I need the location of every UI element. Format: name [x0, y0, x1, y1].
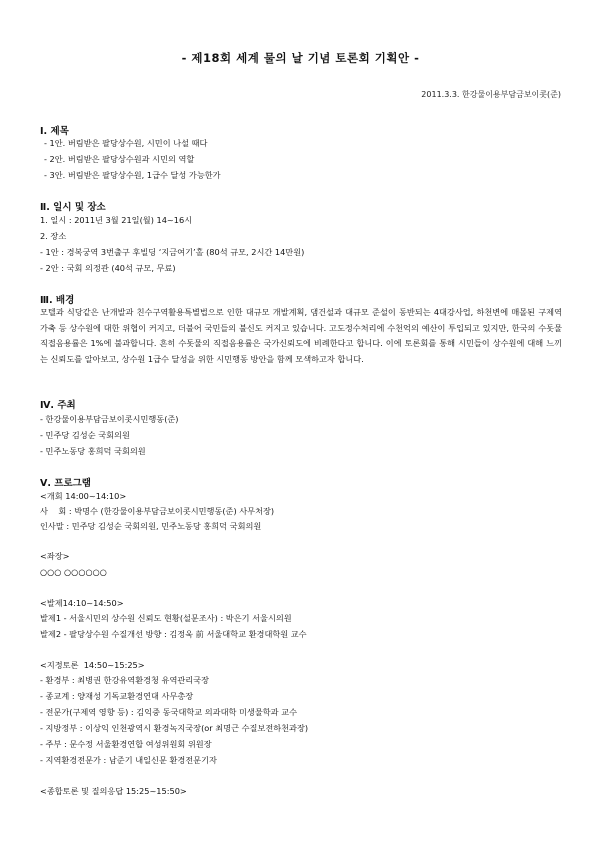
- chair-name: ○○○ ○○○○○○: [40, 567, 107, 577]
- date-line: 2011.3.3. 한강물이용부담금보이콧(준): [421, 90, 561, 99]
- section-4-heading: Ⅳ. 주최: [40, 400, 76, 411]
- discussant-4: - 지방정부 : 이상익 인천광역시 환경녹지국장(or 최명근 수질보전하천과장): [40, 723, 309, 733]
- opening-moderator: 사 회 : 박명수 (한강물이용부담금보이콧시민행동(준) 사무처장): [40, 506, 275, 516]
- host-2: - 민주당 김성순 국회의원: [40, 430, 130, 440]
- opening-label: <개회 14:00~14:10>: [40, 491, 127, 501]
- opening-greeting: 인사말 : 민주당 김성순 국회의원, 민주노동당 홍희덕 국회의원: [40, 521, 262, 531]
- title-option-2: - 2안. 버림받은 팔당상수원과 시민의 역할: [44, 154, 195, 164]
- host-1: - 한강물이용부담금보이콧시민행동(준): [40, 414, 179, 424]
- discussant-5: - 주부 : 문수정 서울환경연합 여성위원회 위원장: [40, 739, 212, 749]
- presentation-label: <발제14:10~14:50>: [40, 598, 124, 608]
- document-title: - 제18회 세계 물의 날 기념 토론회 기획안 -: [181, 51, 420, 65]
- discussion-label: <지정토론 14:50~15:25>: [40, 660, 145, 670]
- presentation-2: 발제2 - 팔당상수원 수질개선 방향 : 김정욱 前 서울대학교 환경대학원 교수: [40, 629, 307, 639]
- title-option-3: - 3안. 버림받은 팔당상수원, 1급수 달성 가능한가: [44, 170, 221, 180]
- section-5-heading: Ⅴ. 프로그램: [40, 478, 91, 489]
- closing-label: <종합토론 및 질의응답 15:25~15:50>: [40, 786, 187, 796]
- discussant-3: - 전문가(구제역 영향 등) : 김익중 동국대학교 의과대학 미생물학과 교수: [40, 707, 297, 717]
- venue-option-2: - 2안 : 국회 의정관 (40석 규모, 무료): [40, 263, 176, 273]
- title-option-1: - 1안. 버림받은 팔당상수원, 시민이 나설 때다: [44, 138, 208, 148]
- chair-label: <좌장>: [40, 551, 70, 561]
- schedule-venue-label: 2. 장소: [40, 231, 67, 241]
- venue-option-1: - 1안 : 경복궁역 3번출구 후빌딩 ‘지금여기’홀 (80석 규모, 2시간 14만원): [40, 247, 305, 257]
- presentation-1: 발제1 - 서울시민의 상수원 신뢰도 현황(설문조사) : 박은기 서울시의원: [40, 613, 292, 623]
- section-1-heading: Ⅰ. 제목: [40, 126, 69, 137]
- section-3-heading: Ⅲ. 배경: [40, 295, 75, 306]
- background-paragraph: 모텔과 식당같은 난개발과 친수구역활용특별법으로 인한 대규모 개발계획, 댐건설과 대규모 준설이 동반되는 4대강사업, 하천변에 매몰된 구제역 가축 등 상수원에 대한 위협이 커지고, 더불어 국민들의 불신도 커지고 있습니다. 고도정수처리에 수천억의 예산이 투입되고 있지만, 한국의 수돗물 직접음용률은 1%에 불과합니다. 흔히 수돗물의 직접음용률은 국가신뢰도에 비례한다고 합니다. 이에 토론회를 통해 시민들이 상수원에 대해 느끼는 신뢰도를 알아보고, 상수원 1급수 달성을 위한 시민행동 방안을 함께 모색하고자 합니다.: [40, 307, 562, 365]
- schedule-datetime: 1. 일시 : 2011년 3월 21일(월) 14~16시: [40, 215, 193, 225]
- host-3: - 민주노동당 홍희덕 국회의원: [40, 446, 146, 456]
- section-2-heading: Ⅱ. 일시 및 장소: [40, 202, 106, 213]
- discussant-2: - 종교계 : 양재성 기독교환경연대 사무총장: [40, 691, 194, 701]
- discussant-1: - 환경부 : 최병권 한강유역환경청 유역관리국장: [40, 675, 209, 685]
- discussant-6: - 지역환경전문가 : 남준기 내일신문 환경전문기자: [40, 755, 217, 765]
